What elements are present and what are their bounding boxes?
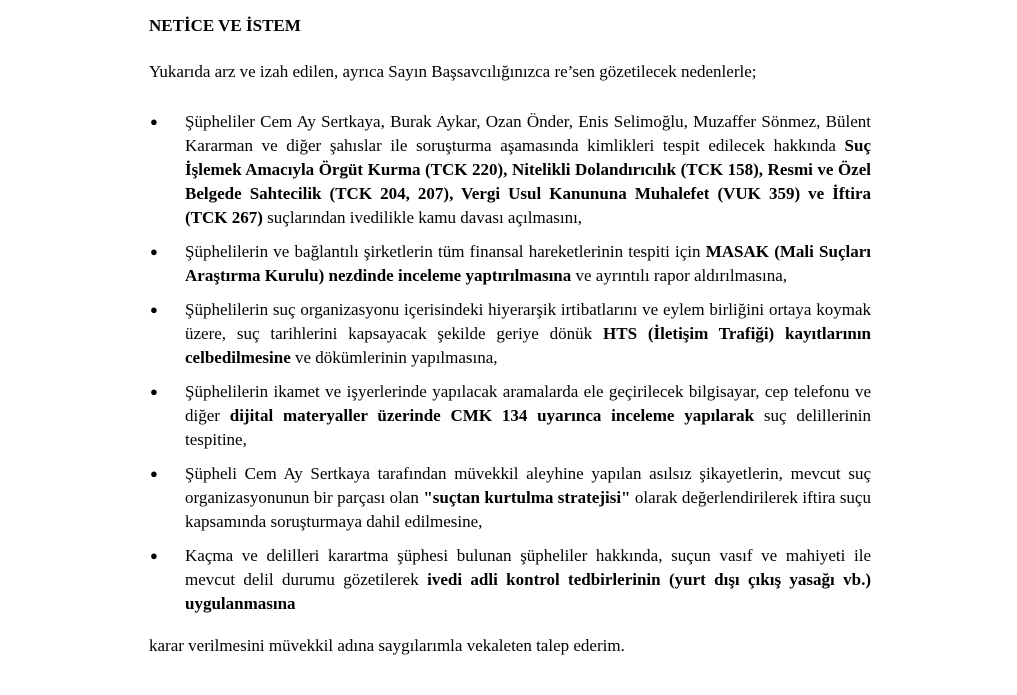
text-segment: Şüphelilerin ikamet ve işyerlerinde yapılacak aramalarda ele geçirilecek bilgisayar, cep telefonu ve diğer <box>185 382 871 425</box>
list-item <box>149 380 871 452</box>
intro-paragraph: Yukarıda arz ve izah edilen, ayrıca Sayın Başsavcılığınızca re’sen gözetilecek nedenlerle; <box>149 62 757 81</box>
list-item <box>149 110 871 230</box>
request-list <box>149 110 871 626</box>
text-segment: olarak değerlendirilerek iftira suçu kapsamında soruşturmaya dahil edilmesine, <box>185 488 871 531</box>
bold-segment: dijital materyaller üzerinde CMK 134 uyarınca inceleme yapılarak <box>229 406 755 425</box>
document-page <box>149 14 871 655</box>
bullet-icon: ● <box>150 114 158 129</box>
list-item-text <box>185 110 871 230</box>
bullet-icon: ● <box>150 302 158 317</box>
section-heading: NETİCE VE İSTEM <box>149 16 301 35</box>
text-segment: suç delillerinin tespitine, <box>185 406 871 449</box>
text-segment: Kaçma ve delilleri karartma şüphesi bulunan şüpheliler hakkında, suçun vasıf ve mahiyeti ile mevcut delil durumu gözetilerek <box>185 546 871 589</box>
bullet-icon: ● <box>150 384 158 399</box>
list-item-text <box>185 380 871 452</box>
bold-segment: ivedi adli kontrol tedbirlerinin (yurt dışı çıkış yasağı vb.) uygulanmasına <box>185 570 871 613</box>
list-item-text <box>185 544 871 616</box>
list-item-text <box>185 462 871 534</box>
text-segment: Şüphelilerin ve bağlantılı şirketlerin tüm finansal hareketlerinin tespiti için <box>185 242 706 261</box>
bullet-icon: ● <box>150 244 158 259</box>
list-item <box>149 462 871 534</box>
text-segment: Şüphelilerin suç organizasyonu içerisindeki hiyerarşik irtibatlarını ve eylem birliğini ortaya koymak üzere, suç tarihlerini kapsayacak şekilde geriye dönük <box>185 300 871 343</box>
list-item <box>149 544 871 616</box>
bold-segment: HTS (İletişim Trafiği) kayıtlarının celbedilmesine <box>185 324 871 367</box>
list-item <box>149 240 871 288</box>
bold-segment: Suç İşlemek Amacıyla Örgüt Kurma (TCK 220), Nitelikli Dolandırıcılık (TCK 158), Resmi ve Özel Belgede Sahtecilik (TCK 204, 207), Vergi Usul Kanununa Muhalefet (VUK 359) ve İftira (TCK 267) <box>185 136 871 227</box>
bullet-icon: ● <box>150 466 158 481</box>
text-segment: ve ayrıntılı rapor aldırılmasına, <box>571 266 788 285</box>
list-item-text <box>185 298 871 370</box>
bullet-icon: ● <box>150 548 158 563</box>
bold-segment: MASAK (Mali Suçları Araştırma Kurulu) nezdinde inceleme yaptırılmasına <box>185 242 871 285</box>
text-segment: Şüpheli Cem Ay Sertkaya tarafından müvekkil aleyhine yapılan asılsız şikayetlerin, mevcut suç organizasyonunun bir parçası olan <box>185 464 871 507</box>
list-item-text <box>185 240 871 288</box>
text-segment: Şüpheliler Cem Ay Sertkaya, Burak Aykar, Ozan Önder, Enis Selimoğlu, Muzaffer Sönmez, Bülent Kararman ve diğer şahıslar ile soruşturma aşamasında kimlikleri tespit edilecek hakkında <box>185 112 871 155</box>
closing-paragraph: karar verilmesini müvekkil adına saygılarımla vekaleten talep ederim. <box>149 636 625 655</box>
text-segment: ve dökümlerinin yapılmasına, <box>290 348 498 367</box>
text-segment: suçlarından ivedilikle kamu davası açılmasını, <box>262 208 583 227</box>
list-item <box>149 298 871 370</box>
bold-segment: "suçtan kurtulma stratejisi" <box>423 488 631 507</box>
